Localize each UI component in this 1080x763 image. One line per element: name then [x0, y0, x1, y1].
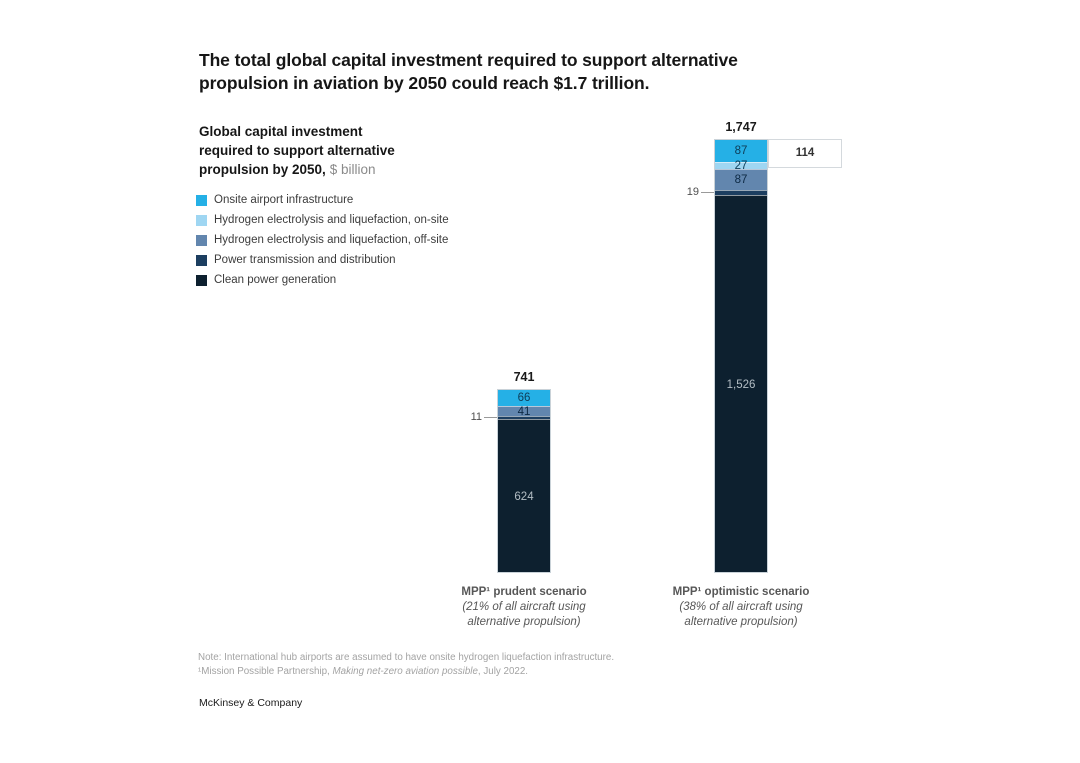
- segment-value-label-outside: 19: [686, 185, 699, 198]
- footnote-line1: Note: International hub airports are assumed to have onsite hydrogen liquefaction infrastructure.: [198, 652, 615, 663]
- scenario-label: [409, 584, 639, 630]
- legend-label: Onsite airport infrastructure: [214, 194, 354, 206]
- segment-value-label: 87: [734, 145, 748, 158]
- bar-segment: [498, 419, 550, 573]
- chart-title-line3-bold: propulsion by 2050,: [199, 162, 326, 177]
- scenario-sublabel: alternative propulsion): [684, 616, 798, 628]
- footnote-source-prefix: ¹Mission Possible Partnership,: [198, 665, 333, 677]
- segment-value-label: 27: [734, 159, 748, 172]
- chart-unit-label: $ billion: [329, 162, 376, 177]
- bar-segment: [498, 390, 550, 406]
- page-title-line2: propulsion in aviation by 2050 could reach $1.7 trillion.: [199, 73, 650, 93]
- bar-segment: [498, 406, 550, 416]
- annotation-box: [768, 139, 842, 167]
- bar-total-label: 741: [513, 369, 535, 384]
- chart-title-line2: required to support alternative: [199, 143, 395, 158]
- legend-label: Power transmission and distribution: [214, 254, 396, 266]
- bar-segment: [715, 195, 767, 573]
- bar-segment: [715, 169, 767, 191]
- footnote-source-title: Making net-zero aviation possible: [332, 665, 478, 677]
- legend-label: Hydrogen electrolysis and liquefaction, off-site: [214, 234, 449, 246]
- bar: [714, 139, 768, 573]
- scenario-name: MPP¹ optimistic scenario: [672, 586, 810, 598]
- scenario-name: MPP¹ prudent scenario: [461, 586, 587, 598]
- scenario-label: [626, 584, 856, 630]
- scenario-sublabel: alternative propulsion): [467, 616, 581, 628]
- segment-value-label: 41: [517, 405, 531, 418]
- bar-segment: [715, 159, 767, 172]
- scenario-sublabel: (38% of all aircraft using: [679, 601, 803, 613]
- segment-value-label: 1,526: [726, 378, 756, 391]
- segment-value-label: 87: [734, 173, 748, 186]
- leader-line: [701, 192, 714, 193]
- segment-value-label-outside: 11: [470, 410, 482, 423]
- footnote-source-suffix: , July 2022.: [477, 665, 529, 677]
- legend-label: Hydrogen electrolysis and liquefaction, on-site: [214, 214, 449, 226]
- bar-segment: [715, 140, 767, 162]
- bar-total-label: 1,747: [725, 120, 757, 135]
- scenario-sublabel: (21% of all aircraft using: [462, 601, 586, 613]
- annotation-label: 114: [795, 147, 815, 160]
- mckinsey-wordmark: McKinsey & Company: [199, 697, 303, 709]
- bar: [497, 389, 551, 573]
- leader-line: [484, 417, 497, 418]
- segment-value-label: 624: [514, 490, 534, 503]
- segment-value-label: 66: [517, 391, 531, 404]
- page-title-line1: The total global capital investment required to support alternative: [199, 50, 738, 70]
- legend-label: Clean power generation: [214, 274, 337, 286]
- footnote: [198, 651, 614, 678]
- footnote-line2: [198, 665, 614, 679]
- chart-title-line1: Global capital investment: [199, 124, 363, 139]
